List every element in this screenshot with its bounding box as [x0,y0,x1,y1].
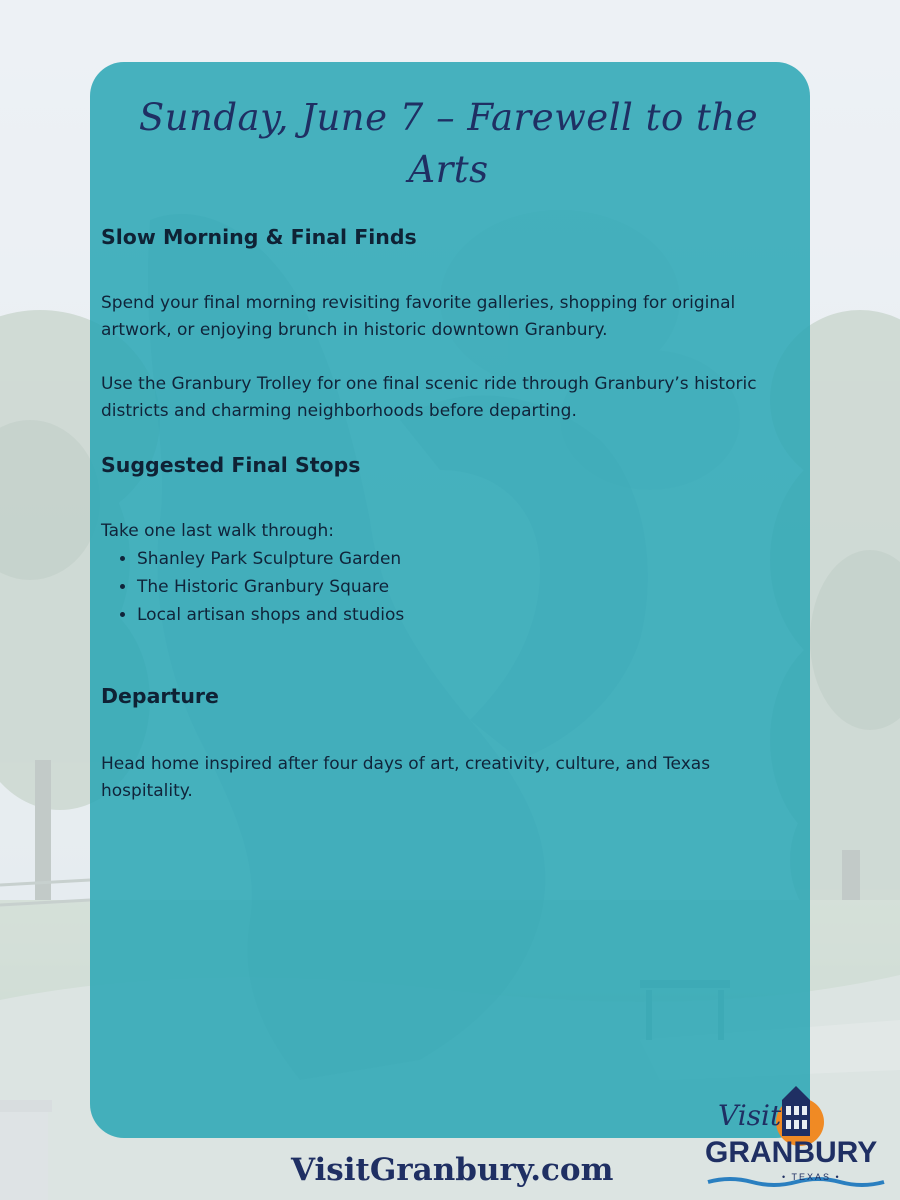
list-item: • Shanley Park Sculpture Garden [137,545,796,573]
paragraph-final-morning: Spend your final morning revisiting favorite galleries, shopping for original artwork, or enjoying brunch in historic downtown Granbury. [101,293,736,340]
section-heading-slow-morning: Slow Morning & Final Finds [101,225,417,249]
list-item: • The Historic Granbury Square [137,573,796,601]
page-title: Sunday, June 7 – Farewell to the Arts [138,96,759,191]
final-stops-list [101,545,796,629]
paragraph-list-intro: Take one last walk through: [101,521,335,541]
section-heading-final-stops: Suggested Final Stops [101,453,361,477]
website-link[interactable]: VisitGranbury.com [291,1152,614,1188]
list-item: • Local artisan shops and studios [137,601,796,629]
section-heading-departure: Departure [101,684,219,708]
paragraph-trolley: Use the Granbury Trolley for one final scenic ride through Granbury’s historic districts and charming neighborhoods before departing. [101,374,757,421]
visit-granbury-logo [700,1078,890,1193]
paragraph-head-home: Head home inspired after four days of art, creativity, culture, and Texas hospitality. [101,754,711,801]
logo-state-text: • TEXAS • [782,1172,841,1182]
logo-name-text: GRANBURY [705,1136,878,1169]
itinerary-card [90,62,810,1138]
logo-script-text: Visit [718,1099,782,1132]
